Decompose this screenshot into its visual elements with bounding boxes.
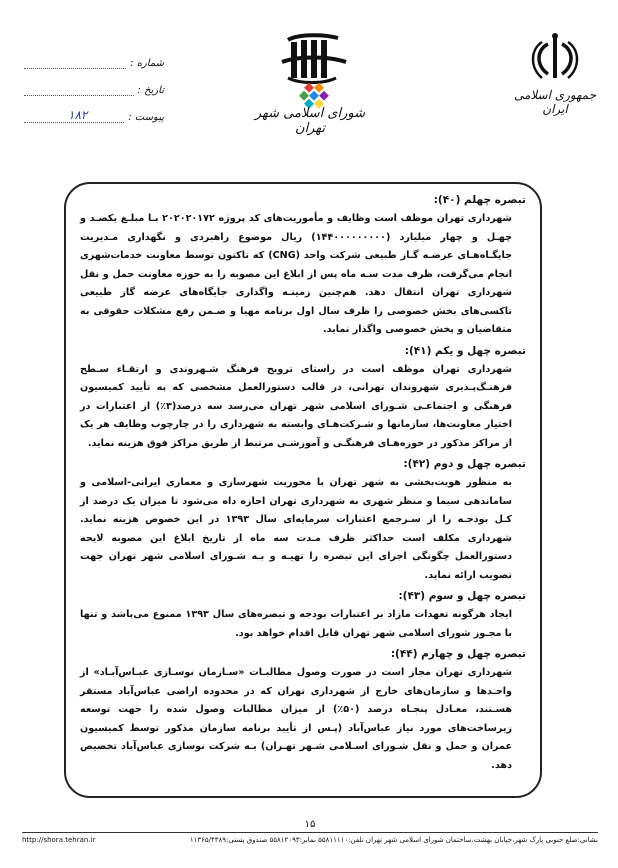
republic-name: جمهوری اسلامی ایران	[513, 88, 597, 116]
page-number: ۱۵	[304, 819, 316, 830]
note-title: تبصره چهل و دوم (۴۲):	[403, 458, 526, 470]
note-title: تبصره چهل و سوم (۴۳):	[398, 590, 526, 602]
note-40	[76, 192, 526, 340]
meta-date-label: تاریخ :	[137, 85, 164, 96]
footer-address: نشانی:ضلع جنوبی پارک شهر،خیابان بهشت،ساختمان شورای اسلامی شهر تهران تلفن:۵۵۸۱۱۱۱۰ نمابر:۵۵۸۱۲۰۹۳ صندوق پستی:۱۱۳۶۵/۴۳۸۹	[189, 836, 598, 844]
letterhead	[0, 0, 618, 150]
note-text: ایجاد هرگونه تعهدات مازاد بر اعتبارات بودجه و تبصره‌های سال ۱۳۹۳ ممنوع می‌باشد و تنها با مجـوز شورای اسلامی شهر تهران قابل اقدام خواهد بود.	[80, 609, 512, 639]
meta-attachment-row	[24, 96, 164, 123]
note-text: شهرداری تهران موظف است وظایف و مأموریت‌های کد پروژه ۲۰۲۰۲۰۱۷۲ بـا مبلـغ یکصـد و چهـل و چهار میلیارد (۱۴۴۰۰۰۰۰۰۰۰۰) ریال موضوع راهبردی و نگهداری مـدیریت جایگـاه‌هـای عرضـه گـاز طبیعی شرکت واحد (CNG) که تاکنون توسط معاونت خدمات‌شهری انجام می‌گرفت، ظرف مدت سـه ماه پس از ابلاغ این مصوبه را به حوزه معاونت حمل و نقل شهرداری تهران انتقال دهد. هم‌چنین زمینـه واگذاری جایگاه‌های عرضه گاز طبیعی تاکسی‌های بخش خصوصی را ظرف سال اول برنامه مهیا و ضـمن رفع مشکلات حقوقی به متقاضیان و بخش خصوصی واگذار نماید.	[80, 213, 512, 335]
meta-attachment-value: ۱۸۲	[68, 108, 88, 122]
footer-divider	[22, 832, 598, 833]
iran-emblem-icon	[528, 30, 582, 84]
note-43	[76, 588, 526, 643]
note-title: تبصره چهل و یکم (۴۱):	[404, 344, 526, 357]
note-text: به منظور هویت‌بخشی به شهر تهران با محوریت شهرسازی و معماری ایرانی-اسلامی و ساماندهی سیما و منظر شهری به شهرداری تهران اجازه داه می‌شود تا میزان یک درصد از کـل بودجـه را از سـرجمع اعتبارات سرمایه‌ای سال ۱۳۹۳ در این خصوص هزینه نماید. شهرداری مکلف است حداکثر ظرف مـدت سه ماه از تاریخ ابلاغ این مصوبه لایحه دستورالعمل چگونگی اجرای این تبصره را تهیـه و بـه شـورای اسلامی شهر تهران جهت تصویب ارائه نماید.	[80, 477, 512, 581]
note-44	[76, 646, 526, 775]
note-text: شهرداری تهران موظف است در راستای ترویج فرهنگ شـهروندی و ارتقـاء سـطح فرهنـگ‌پـذیری شهروندان تهرانی، در قالب دستورالعمل مشخصی که به تأیید کمیسیون فرهنگی و اجتماعـی شـورای اسلامی شهر تهران می‌رسد سه درصد(۳٪) از اعتبارات در اختیار معاونت‌ها، سازمانها و شـرکت‌هـای وابسته به شهرداری را در چارچوب وظایف هر یک از مراکز مذکور در حوزه‌هـای فرهنگـی و آموزشـی مرتبط از طریق مراکز فوق هزینه نماید.	[80, 363, 512, 449]
council-name: شورای اسلامی شهر تهران	[254, 106, 366, 136]
meta-attachment-label: پیوست :	[128, 112, 164, 123]
meta-date-row	[24, 69, 164, 96]
note-title: تبصره چهلم (۴۰):	[433, 194, 526, 206]
note-42	[76, 456, 526, 585]
note-41	[76, 343, 526, 454]
meta-number-label: شماره :	[130, 58, 164, 69]
meta-number-row	[24, 42, 164, 69]
footer-website-link[interactable]: http://shora.tehran.ir	[22, 836, 96, 844]
letter-meta	[24, 42, 164, 123]
note-title: تبصره چهل و چهارم (۴۴):	[390, 648, 526, 660]
council-logo-icon	[268, 22, 358, 112]
note-text: شهرداری تهران مجاز است در صورت وصول مطالبـات «سـازمان نوسـازی عبـاس‌آبـاد» از واحـدها و سازمان‌های خارج از شهرداری تهران که در محدوده اراضی عباس‌آباد مستقر هسـتند، معـادل پنجـاه درصد (۵۰٪) از میزان مطالبات وصول شده را جهت توسعه زیرساخت‌های مورد نیاز عباس‌آباد (پـس از تأیید برنامه سازمان مذکور توسط کمیسیون عمران و حمل و نقل شـورای اسـلامی شـهر تهـران) بـه شرکت نوسازی عباس‌آباد تخصیص دهد.	[80, 667, 513, 771]
document-body	[76, 190, 526, 790]
footer	[22, 836, 598, 844]
